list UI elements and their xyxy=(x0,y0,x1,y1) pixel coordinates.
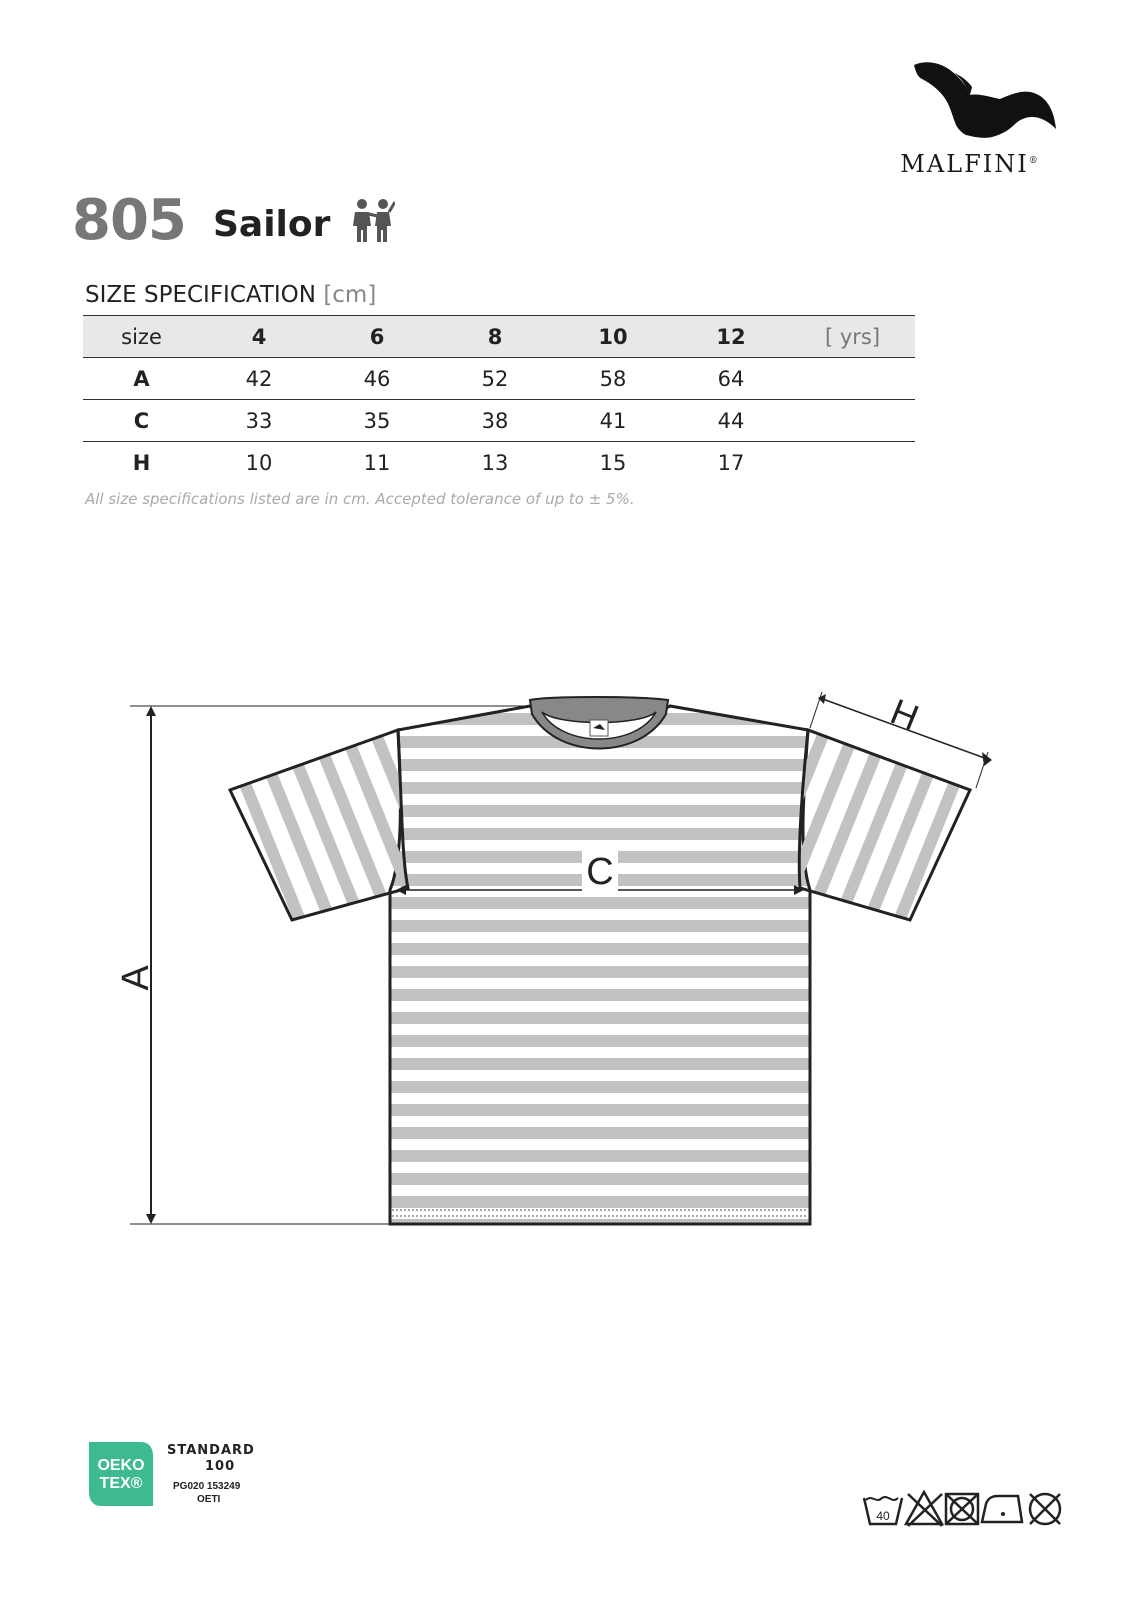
header-size-label: size xyxy=(83,316,200,358)
table-cell: 42 xyxy=(200,358,318,400)
table-cell: 46 xyxy=(318,358,436,400)
no-dry-clean-icon xyxy=(1030,1494,1060,1524)
table-cell: 38 xyxy=(436,400,554,442)
table-cell: 58 xyxy=(554,358,672,400)
right-sleeve xyxy=(799,730,970,920)
header-size: 12 xyxy=(672,316,790,358)
oeko-certificate: PG020 153249 xyxy=(173,1481,241,1492)
table-cell: 15 xyxy=(599,450,627,475)
table-cell: 35 xyxy=(318,400,436,442)
table-cell: 44 xyxy=(672,400,790,442)
row-label: A xyxy=(83,358,200,400)
tolerance-note: All size specifications listed are in cm. Accepted tolerance of up to ± 5%. xyxy=(85,490,635,508)
wash-temp: 40 xyxy=(876,1509,890,1523)
oeko-institute: OETI xyxy=(197,1494,221,1505)
spec-title-text: SIZE SPECIFICATION xyxy=(85,282,316,308)
row-label: H xyxy=(132,450,151,475)
table-row xyxy=(83,400,915,442)
header-size: 10 xyxy=(554,316,672,358)
oeko-standard-label: STANDARD xyxy=(167,1443,255,1458)
product-name: Sailor xyxy=(213,204,331,245)
table-cell: 11 xyxy=(363,450,391,475)
tshirt-illustration xyxy=(110,690,1030,1250)
table-cell-empty xyxy=(790,400,915,442)
table-row xyxy=(83,442,915,484)
brand-name: MALFINI xyxy=(900,150,1029,178)
oeko-tex-badge xyxy=(85,1438,157,1510)
product-code: 805 xyxy=(72,188,186,253)
eagle-icon xyxy=(908,55,1058,150)
table-cell: 64 xyxy=(672,358,790,400)
table-cell: 33 xyxy=(200,400,318,442)
spec-title xyxy=(85,282,376,308)
table-row xyxy=(83,358,915,400)
size-table xyxy=(83,315,915,483)
brand-logo xyxy=(880,55,1070,185)
oeko-badge-line1: OEKO xyxy=(97,1457,145,1474)
oeko-badge-line2: TEX® xyxy=(99,1475,143,1492)
table-cell: 52 xyxy=(436,358,554,400)
table-cell: 17 xyxy=(717,450,745,475)
dimension-label-c: C xyxy=(586,851,614,893)
no-bleach-icon xyxy=(906,1492,942,1526)
table-cell-empty xyxy=(790,442,915,484)
header-size: 8 xyxy=(436,316,554,358)
header-size: 6 xyxy=(318,316,436,358)
header-size: 4 xyxy=(200,316,318,358)
row-label: C xyxy=(83,400,200,442)
dimension-label-h: H xyxy=(884,690,925,739)
kids-icon xyxy=(353,198,395,244)
table-header-row xyxy=(83,316,915,358)
registered-mark: ® xyxy=(1028,156,1040,166)
table-cell-empty xyxy=(790,358,915,400)
table-cell: 10 xyxy=(245,450,273,475)
tshirt-body xyxy=(380,700,820,1230)
table-cell: 13 xyxy=(481,450,509,475)
iron-low-icon xyxy=(982,1496,1022,1522)
dimension-label-a: A xyxy=(115,965,157,991)
left-sleeve xyxy=(230,730,408,920)
spec-unit: [cm] xyxy=(323,282,377,308)
no-tumble-dry-icon xyxy=(946,1494,978,1524)
care-symbols xyxy=(862,1488,1067,1528)
oeko-standard-number: 100 xyxy=(205,1459,236,1474)
table-cell: 41 xyxy=(554,400,672,442)
wash-40-icon xyxy=(864,1497,902,1524)
header-unit: [ yrs] xyxy=(790,316,915,358)
